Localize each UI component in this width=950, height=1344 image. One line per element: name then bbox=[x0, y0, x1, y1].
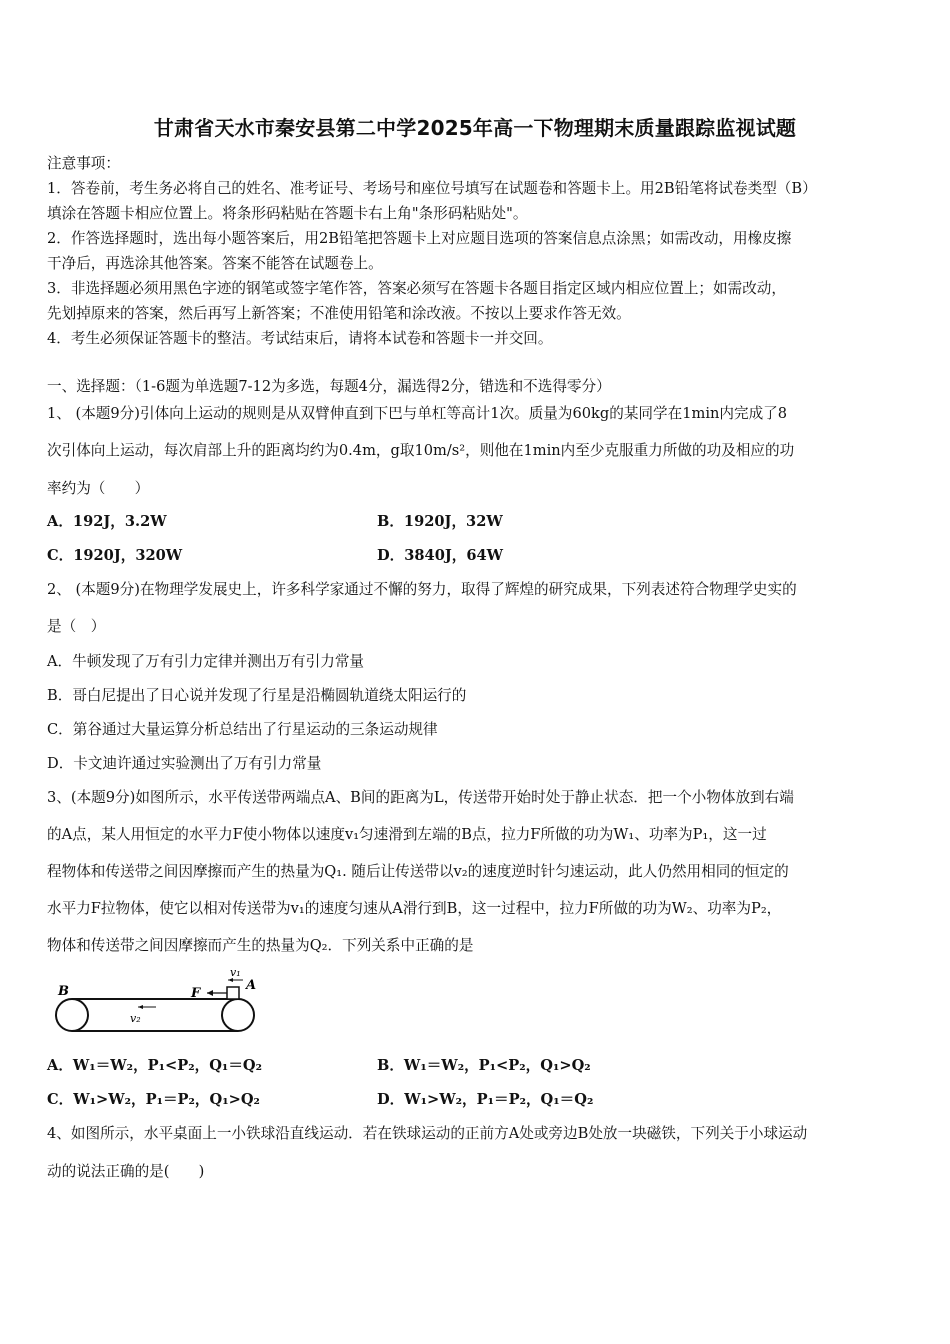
notice-line: 先划掉原来的答案，然后再写上新答案；不准使用铅笔和涂改液。不按以上要求作答无效。 bbox=[47, 305, 631, 322]
question-1-text: 次引体向上运动，每次肩部上升的距离均约为0.4m，g取10m/s²，则他在1min内至少克服重力所做的功及相应的功 bbox=[47, 442, 795, 459]
question-3-option-a: A．W₁＝W₂，P₁<P₂，Q₁＝Q₂ bbox=[47, 1057, 263, 1074]
question-1-text: 率约为（ ） bbox=[47, 480, 150, 497]
question-2-text: 2、 (本题9分)在物理学发展史上，许多科学家通过不懈的努力，取得了辉煌的研究成果，下列表述符合物理学史实的 bbox=[47, 581, 797, 598]
question-4-text: 4、如图所示，水平桌面上一小铁球沿直线运动．若在铁球运动的正前方A处或旁边B处放一块磁铁，下列关于小球运动 bbox=[47, 1125, 808, 1142]
force-arrow-head bbox=[207, 990, 213, 996]
question-3-option-b: B．W₁＝W₂，P₁<P₂，Q₁>Q₂ bbox=[377, 1057, 591, 1074]
v2-arrow-head bbox=[138, 1005, 143, 1009]
section-heading: 一、选择题：（1-6题为单选题7-12为多选，每题4分，漏选得2分，错选和不选得零分） bbox=[47, 378, 611, 395]
small-object bbox=[227, 987, 239, 999]
label-a: A bbox=[246, 978, 257, 993]
label-b: B bbox=[58, 984, 69, 999]
notice-line: 3．非选择题必须用黑色字迹的钢笔或签字笔作答，答案必须写在答题卡各题目指定区域内相应位置上；如需改动， bbox=[47, 280, 786, 297]
question-2-option-c: C．第谷通过大量运算分析总结出了行星运动的三条运动规律 bbox=[47, 721, 438, 738]
label-f: F bbox=[191, 986, 201, 1001]
question-2-option-a: A．牛顿发现了万有引力定律并测出万有引力常量 bbox=[47, 653, 365, 670]
question-3-option-c: C．W₁>W₂，P₁＝P₂，Q₁>Q₂ bbox=[47, 1091, 260, 1108]
question-4-text: 动的说法正确的是( ) bbox=[47, 1163, 205, 1180]
question-1-option-a: A．192J，3.2W bbox=[47, 513, 167, 530]
page-title: 甘肃省天水市秦安县第二中学2025年高一下物理期末质量跟踪监视试题 bbox=[153, 116, 797, 140]
question-3-text: 程物体和传送带之间因摩擦而产生的热量为Q₁. 随后让传送带以v₂的速度逆时针匀速运动，此人仍然用相同的恒定的 bbox=[47, 863, 789, 880]
label-v2: v₂ bbox=[130, 1012, 141, 1025]
notice-line: 4．考生必须保证答题卡的整洁。考试结束后，请将本试卷和答题卡一并交回。 bbox=[47, 330, 553, 347]
question-2-option-d: D．卡文迪许通过实验测出了万有引力常量 bbox=[47, 755, 322, 772]
notice-line: 2．作答选择题时，选出每小题答案后，用2B铅笔把答题卡上对应题目选项的答案信息点涂黑；如需改动，用橡皮擦 bbox=[47, 230, 792, 247]
question-3-option-d: D．W₁>W₂，P₁＝P₂，Q₁＝Q₂ bbox=[377, 1091, 594, 1108]
question-3-text: 的A点，某人用恒定的水平力F使小物体以速度v₁匀速滑到左端的B点，拉力F所做的功为W₁、功率为P₁，这一过 bbox=[47, 826, 767, 843]
question-1-option-c: C．1920J，320W bbox=[47, 547, 183, 564]
question-1-option-b: B．1920J，32W bbox=[377, 513, 503, 530]
question-3-text: 物体和传送带之间因摩擦而产生的热量为Q₂．下列关系中正确的是 bbox=[47, 937, 474, 954]
question-2-option-b: B．哥白尼提出了日心说并发现了行星是沿椭圆轨道绕太阳运行的 bbox=[47, 687, 467, 704]
notice-line: 干净后，再选涂其他答案。答案不能答在试题卷上。 bbox=[47, 255, 383, 272]
question-2-text: 是（ ） bbox=[47, 618, 106, 635]
notice-line: 填涂在答题卡相应位置上。将条形码粘贴在答题卡右上角"条形码粘贴处"。 bbox=[47, 205, 528, 222]
question-3-text: 3、(本题9分)如图所示，水平传送带两端点A、B间的距离为L，传送带开始时处于静止状态．把一个小物体放到右端 bbox=[47, 789, 794, 806]
notice-heading: 注意事项： bbox=[47, 155, 120, 172]
question-1-option-d: D．3840J，64W bbox=[377, 547, 504, 564]
question-1-text: 1、 (本题9分)引体向上运动的规则是从双臂伸直到下巴与单杠等高计1次。质量为60kg的某同学在1min内完成了8 bbox=[47, 405, 788, 422]
conveyor-belt-figure bbox=[50, 965, 270, 1040]
question-3-text: 水平力F拉物体，使它以相对传送带为v₁的速度匀速从A滑行到B，这一过程中，拉力F所做的功为W₂、功率为P₂， bbox=[47, 900, 782, 917]
right-pulley bbox=[222, 999, 254, 1031]
notice-line: 1．答卷前，考生务必将自己的姓名、准考证号、考场号和座位号填写在试题卷和答题卡上。用2B铅笔将试卷类型（B） bbox=[47, 180, 817, 197]
label-v1: v₁ bbox=[230, 966, 241, 979]
left-pulley bbox=[56, 999, 88, 1031]
